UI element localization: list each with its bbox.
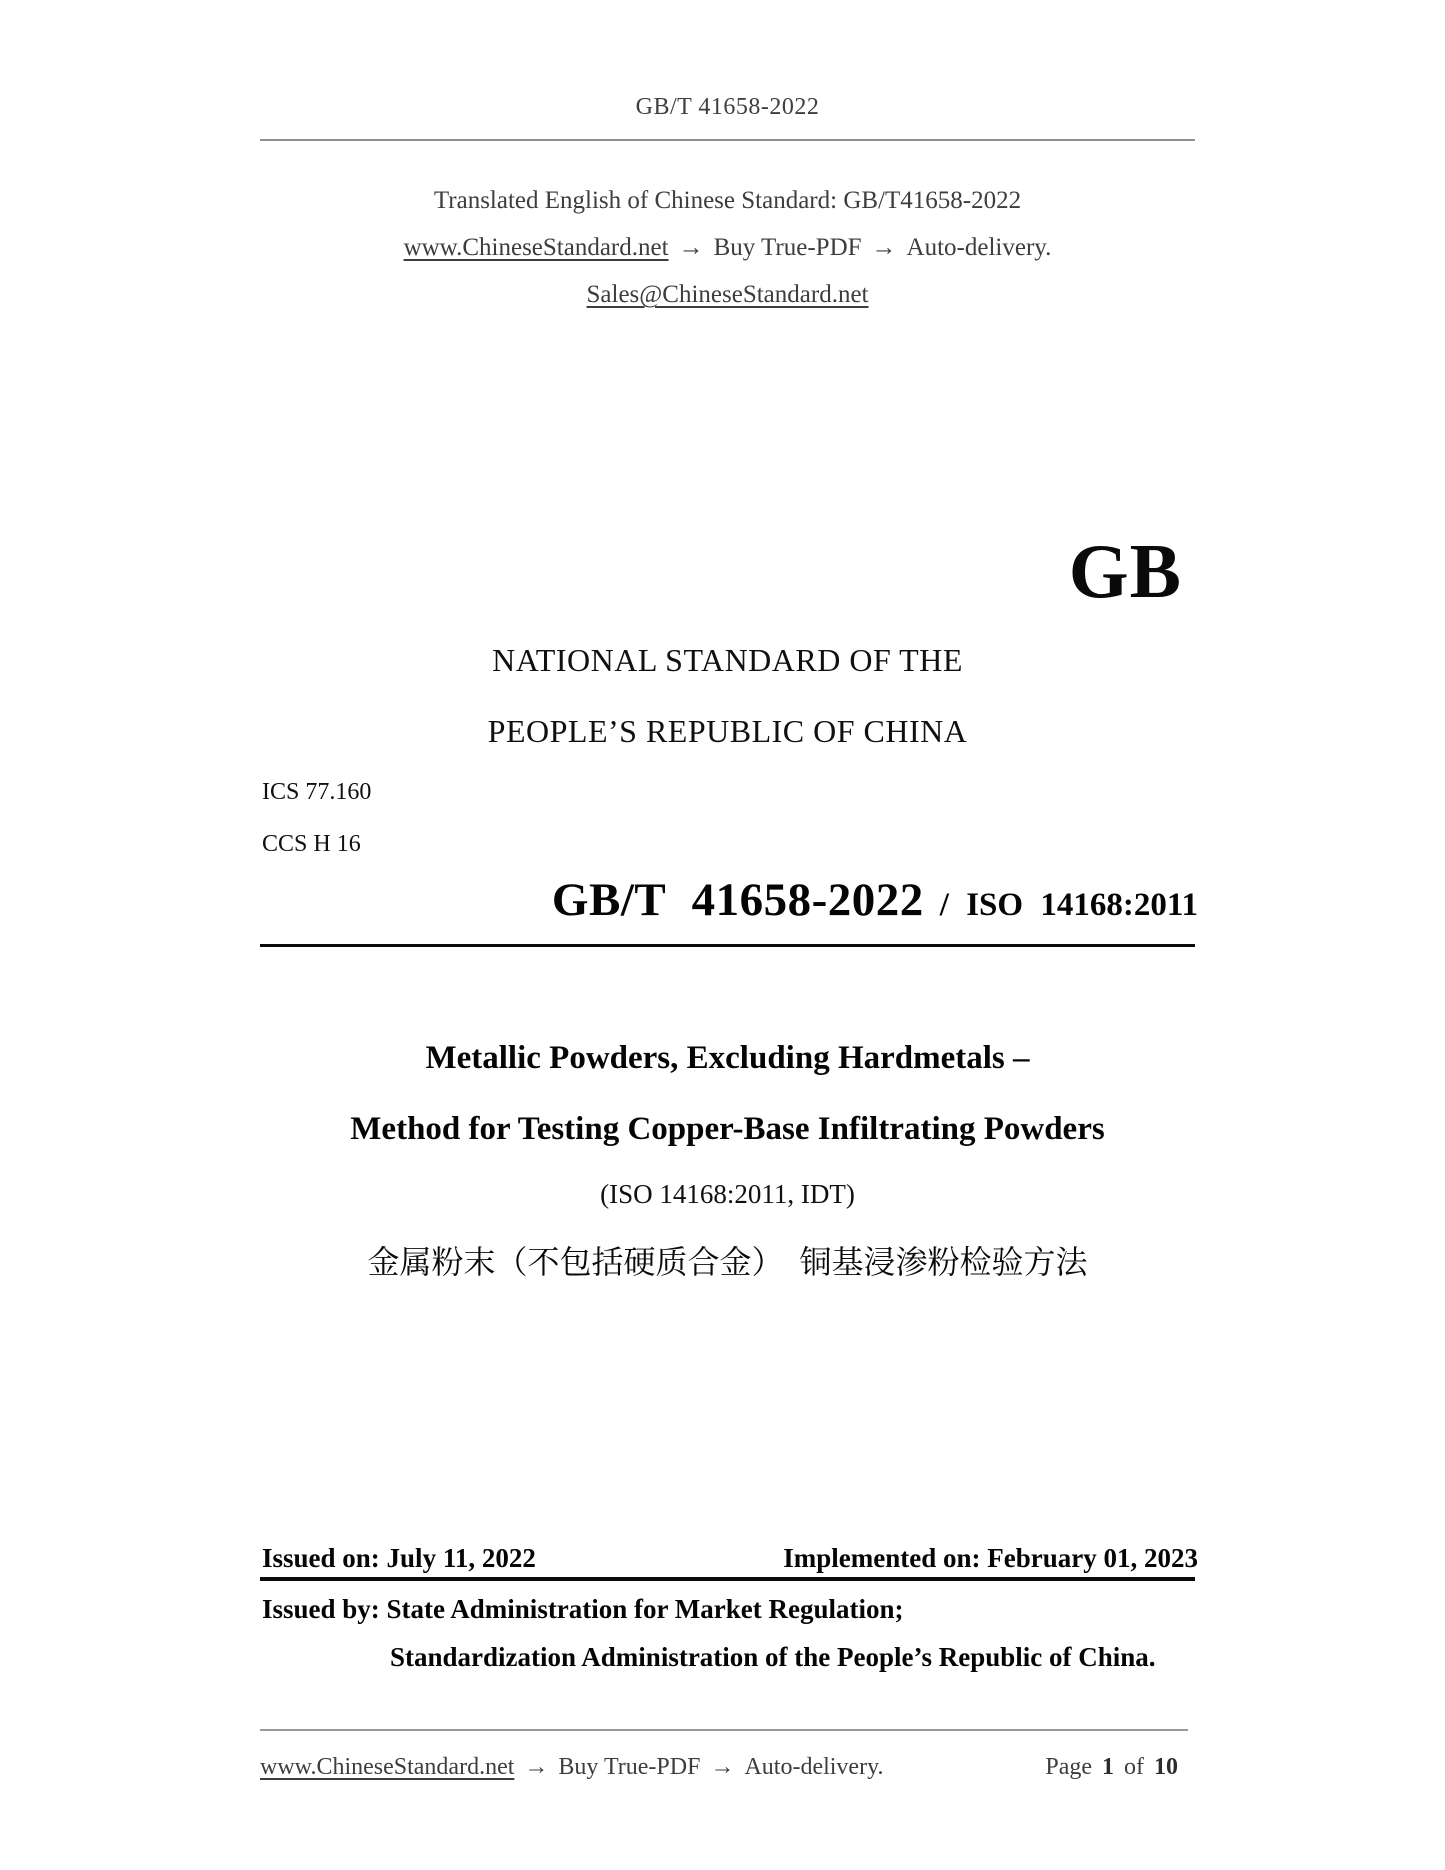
dates-divider — [260, 1577, 1195, 1581]
arrow-icon: → — [871, 234, 897, 261]
footer-buy-true-pdf-text: Buy True-PDF — [558, 1754, 701, 1780]
national-standard-heading-line2: PEOPLE’S REPUBLIC OF CHINA — [487, 713, 968, 749]
standard-title-line1: Metallic Powders, Excluding Hardmetals – — [425, 1040, 1030, 1076]
website-link[interactable]: www.ChineseStandard.net — [403, 234, 669, 261]
gb-logo: GB — [1068, 528, 1182, 614]
page-total: 10 — [1154, 1754, 1178, 1780]
issuer-line2: Standardization Administration of the People’s Republic of China. — [390, 1642, 1156, 1672]
standard-designation — [552, 876, 1198, 935]
auto-delivery-text: Auto-delivery. — [906, 234, 1052, 261]
footer-store-line — [260, 1752, 884, 1782]
sales-email-line — [260, 280, 1195, 310]
footer — [260, 1752, 1188, 1782]
iso-standard-number: / ISO 14168:2011 — [939, 887, 1198, 923]
footer-auto-delivery-text: Auto-delivery. — [744, 1754, 884, 1780]
store-link-line — [260, 233, 1195, 263]
arrow-icon: → — [678, 234, 704, 261]
page-label: Page — [1045, 1754, 1092, 1780]
of-label: of — [1124, 1754, 1144, 1780]
standard-title-chinese: 金属粉末（不包括硬质合金） 铜基浸渗粉检验方法 — [367, 1244, 1088, 1280]
footer-divider — [260, 1729, 1188, 1731]
implemented-date: Implemented on: February 01, 2023 — [783, 1543, 1198, 1573]
ccs-code: CCS H 16 — [262, 831, 361, 857]
issued-date: Issued on: July 11, 2022 — [262, 1543, 536, 1573]
designation-divider — [260, 944, 1195, 947]
arrow-icon: → — [524, 1754, 549, 1780]
page-indicator — [1041, 1752, 1184, 1782]
issuer-line1: Issued by: State Administration for Market Regulation; — [262, 1594, 904, 1624]
ics-code: ICS 77.160 — [262, 779, 372, 805]
national-standard-heading-line1: NATIONAL STANDARD OF THE — [492, 642, 963, 678]
buy-true-pdf-text: Buy True-PDF — [713, 234, 862, 261]
standard-title-line2: Method for Testing Copper-Base Infiltrating Powders — [350, 1111, 1105, 1147]
arrow-icon: → — [710, 1754, 735, 1780]
translated-standard-note: Translated English of Chinese Standard: GB/T41658-2022 — [433, 187, 1022, 214]
header-divider — [260, 139, 1195, 141]
sales-email-link[interactable]: Sales@ChineseStandard.net — [586, 281, 869, 308]
header-doc-number: GB/T 41658-2022 — [635, 94, 820, 120]
gb-standard-number: GB/T 41658-2022 — [551, 874, 924, 926]
iso-idt-note: (ISO 14168:2011, IDT) — [600, 1179, 855, 1209]
page-current: 1 — [1102, 1754, 1114, 1780]
footer-website-link[interactable]: www.ChineseStandard.net — [260, 1754, 515, 1780]
